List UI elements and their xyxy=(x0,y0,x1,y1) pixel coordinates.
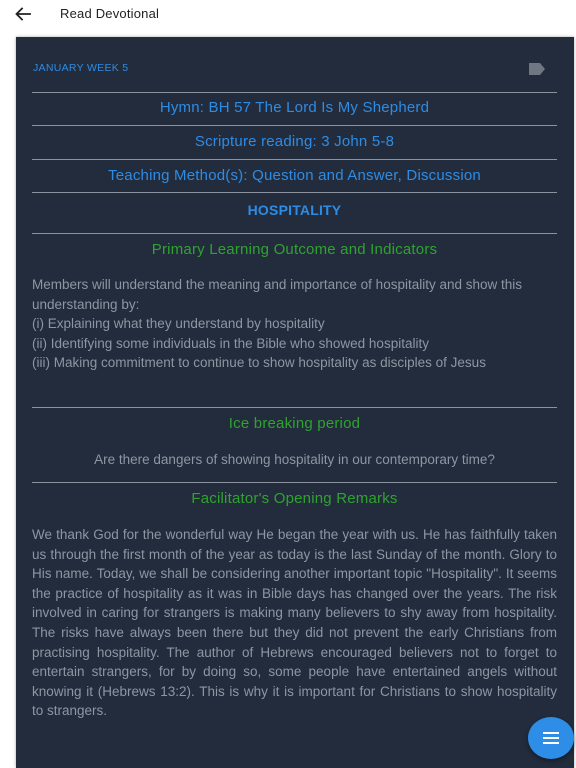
divider xyxy=(32,125,557,126)
remarks-heading: Facilitator's Opening Remarks xyxy=(191,490,398,507)
outcome-item: (iii) Making commitment to continue to show hospitality as disciples of Jesus xyxy=(32,355,486,371)
outcome-section xyxy=(32,275,557,373)
lesson-topic: HOSPITALITY xyxy=(247,202,342,218)
app-bar xyxy=(0,0,576,30)
divider xyxy=(32,407,557,408)
label-tag-icon[interactable] xyxy=(528,62,546,76)
scripture-reading: Scripture reading: 3 John 5-8 xyxy=(194,133,395,150)
hymn-title: Hymn: BH 57 The Lord Is My Shepherd xyxy=(159,99,430,116)
week-label: JANUARY WEEK 5 xyxy=(33,62,129,74)
ice-breaking-question: Are there dangers of showing hospitality in our contemporary time? xyxy=(94,452,495,467)
divider xyxy=(32,233,557,234)
ice-breaking-heading: Ice breaking period xyxy=(228,415,361,432)
teaching-methods: Teaching Method(s): Question and Answer, Discussion xyxy=(108,167,481,184)
menu-fab-button[interactable] xyxy=(528,717,574,759)
back-button[interactable] xyxy=(12,3,34,25)
page-title: Read Devotional xyxy=(60,6,160,21)
menu-icon xyxy=(543,732,559,744)
outcome-item: (ii) Identifying some individuals in the Bible who showed hospitality xyxy=(32,335,429,351)
remarks-text: We thank God for the wonderful way He began the year with us. He has faithfully taken us through the first month of the year as today is the last Sunday of the month. Glory to His name. Today, we shall be considering another important topic "Hospitality". It seems the practice of hospitality as it was in Bible days has changed over the years. The risk involved in caring for strangers is making many believers to shy away from hospitality. The risks have always been there but they did not prevent the early Christians from practising hospitality. The author of Hebrews encouraged believers not to forget to entertain strangers, for by doing so, some people have entertained angels without knowing it (Hebrews 13:2). This is why it is important for Christians to show hospitality to strangers. xyxy=(32,527,557,719)
divider xyxy=(32,482,557,483)
outcome-intro: Members will understand the meaning and importance of hospitality and show this understanding by: xyxy=(32,277,523,312)
outcome-item: (i) Explaining what they understand by hospitality xyxy=(32,316,325,332)
divider xyxy=(32,159,557,160)
divider xyxy=(32,92,557,93)
arrow-left-icon xyxy=(15,7,31,21)
divider xyxy=(32,192,557,193)
outcome-heading: Primary Learning Outcome and Indicators xyxy=(151,241,438,258)
devotional-card xyxy=(16,37,574,768)
